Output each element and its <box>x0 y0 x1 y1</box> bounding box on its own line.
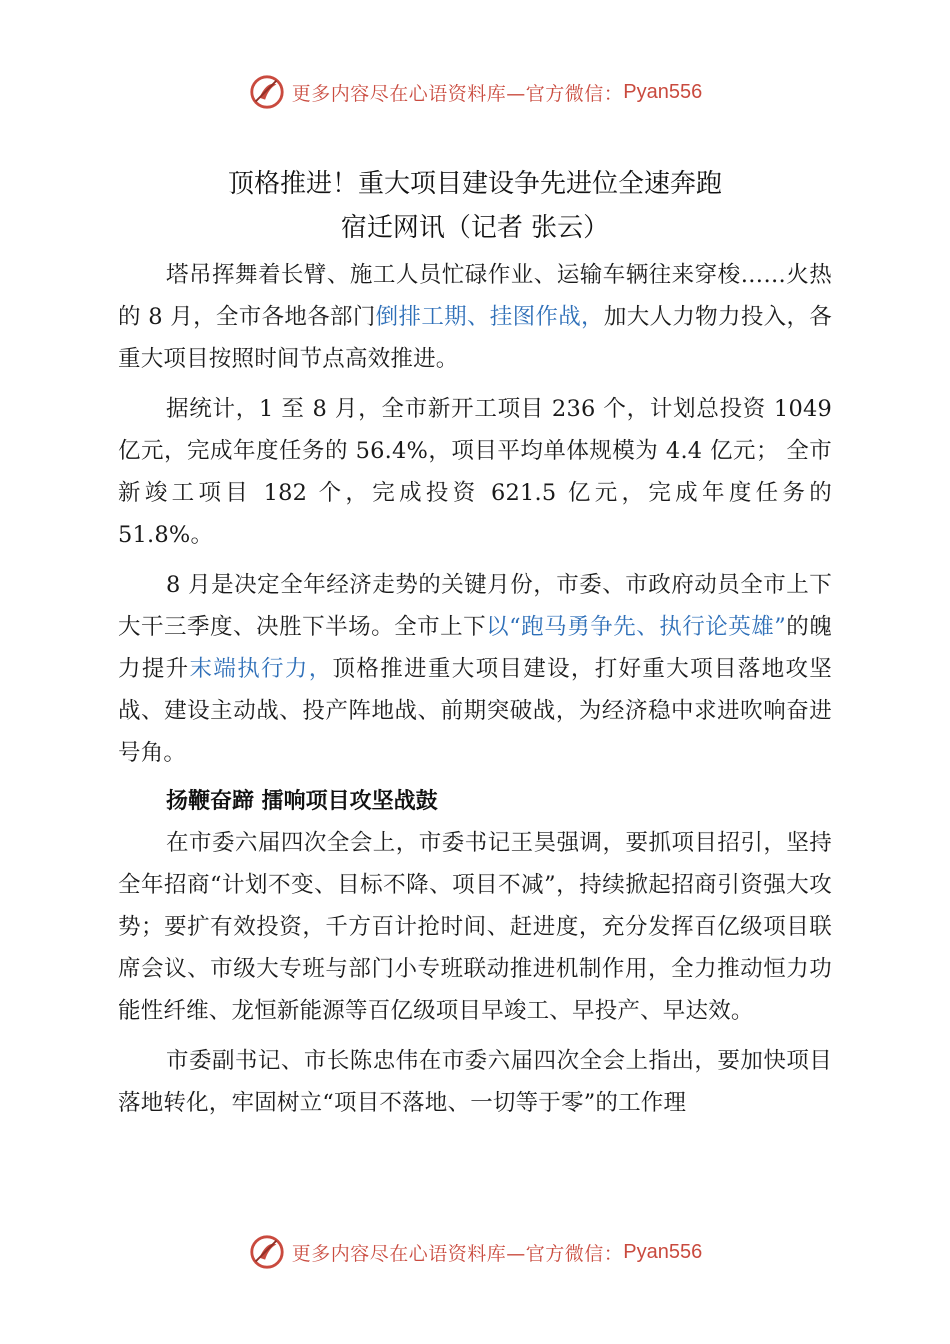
article-title: 顶格推进！重大项目建设争先进位全速奔跑 <box>227 169 722 199</box>
paragraph-3-text-c: 顶格推进重大项目建设，打好重大项目落地攻坚战、建设主动战、投产阵地战、前期突破战，为经济稳中求进吹响奋进号角。 <box>118 656 832 766</box>
paragraph-1 <box>118 254 832 380</box>
paragraph-1-text-b: 加大人力物力投入，各重大项目按照时间节点高效推进。 <box>118 304 832 372</box>
paragraph-5: 市委副书记、市长陈忠伟在市委六届四次全会上指出，要加快项目落地转化，牢固树立“项目不落地、一切等于零”的工作理 <box>118 1048 832 1116</box>
banner-ad-text: 更多内容尽在心语资料库—官方微信： <box>291 82 624 105</box>
paragraph-3-text-a: 8 月是决定全年经济走势的关键月份，市委、市政府动员全市上下大干三季度、决胜下半场。全市上下 <box>118 572 832 640</box>
banner-ad-text: 更多内容尽在心语资料库—官方微信： <box>291 1242 624 1265</box>
article-byline: 宿迁网讯（记者 张云） <box>340 213 610 243</box>
paragraph-3-highlight-2: 末端执行力， <box>189 656 333 682</box>
paragraph-1-text-a: 塔吊挥舞着长臂、施工人员忙碌作业、运输车辆往来穿梭……火热的 8 月，全市各地各部门 <box>118 262 832 330</box>
paragraph-1-highlight: 倒排工期、挂图作战， <box>375 304 604 330</box>
banner-wechat-id: Pyan556 <box>623 1240 703 1263</box>
paragraph-2: 据统计，1 至 8 月，全市新开工项目 236 个，计划总投资 1049 亿元，完成年度任务的 56.4%，项目平均单体规模为 4.4 亿元； 全市新竣工项目 182 个，完成投资 621.5 亿元，完成年度任务的 51.8%。 <box>118 396 832 548</box>
library-logo-icon <box>248 1233 286 1271</box>
footer-banner <box>0 1230 950 1274</box>
section-heading: 扬鞭奋蹄 擂响项目攻坚战鼓 <box>166 789 438 814</box>
paragraph-3 <box>118 564 832 774</box>
paragraph-3-text-b: 的魄力提升 <box>118 614 833 682</box>
library-logo-icon <box>248 73 286 111</box>
paragraph-4: 在市委六届四次全会上，市委书记王昊强调，要抓项目招引，坚持全年招商“计划不变、目标不降、项目不减”，持续掀起招商引资强大攻势；要扩有效投资，千方百计抢时间、赶进度，充分发挥百亿级项目联席会议、市级大专班与部门小专班联动推进机制作用，全力推动恒力功能性纤维、龙恒新能源等百亿级项目早竣工、早投产、早达效。 <box>118 830 832 1024</box>
article-body <box>118 254 832 1132</box>
banner-wechat-id: Pyan556 <box>623 80 703 103</box>
header-banner <box>0 70 950 114</box>
paragraph-3-highlight-1: 以“跑马勇争先、执行论英雄” <box>486 614 786 640</box>
